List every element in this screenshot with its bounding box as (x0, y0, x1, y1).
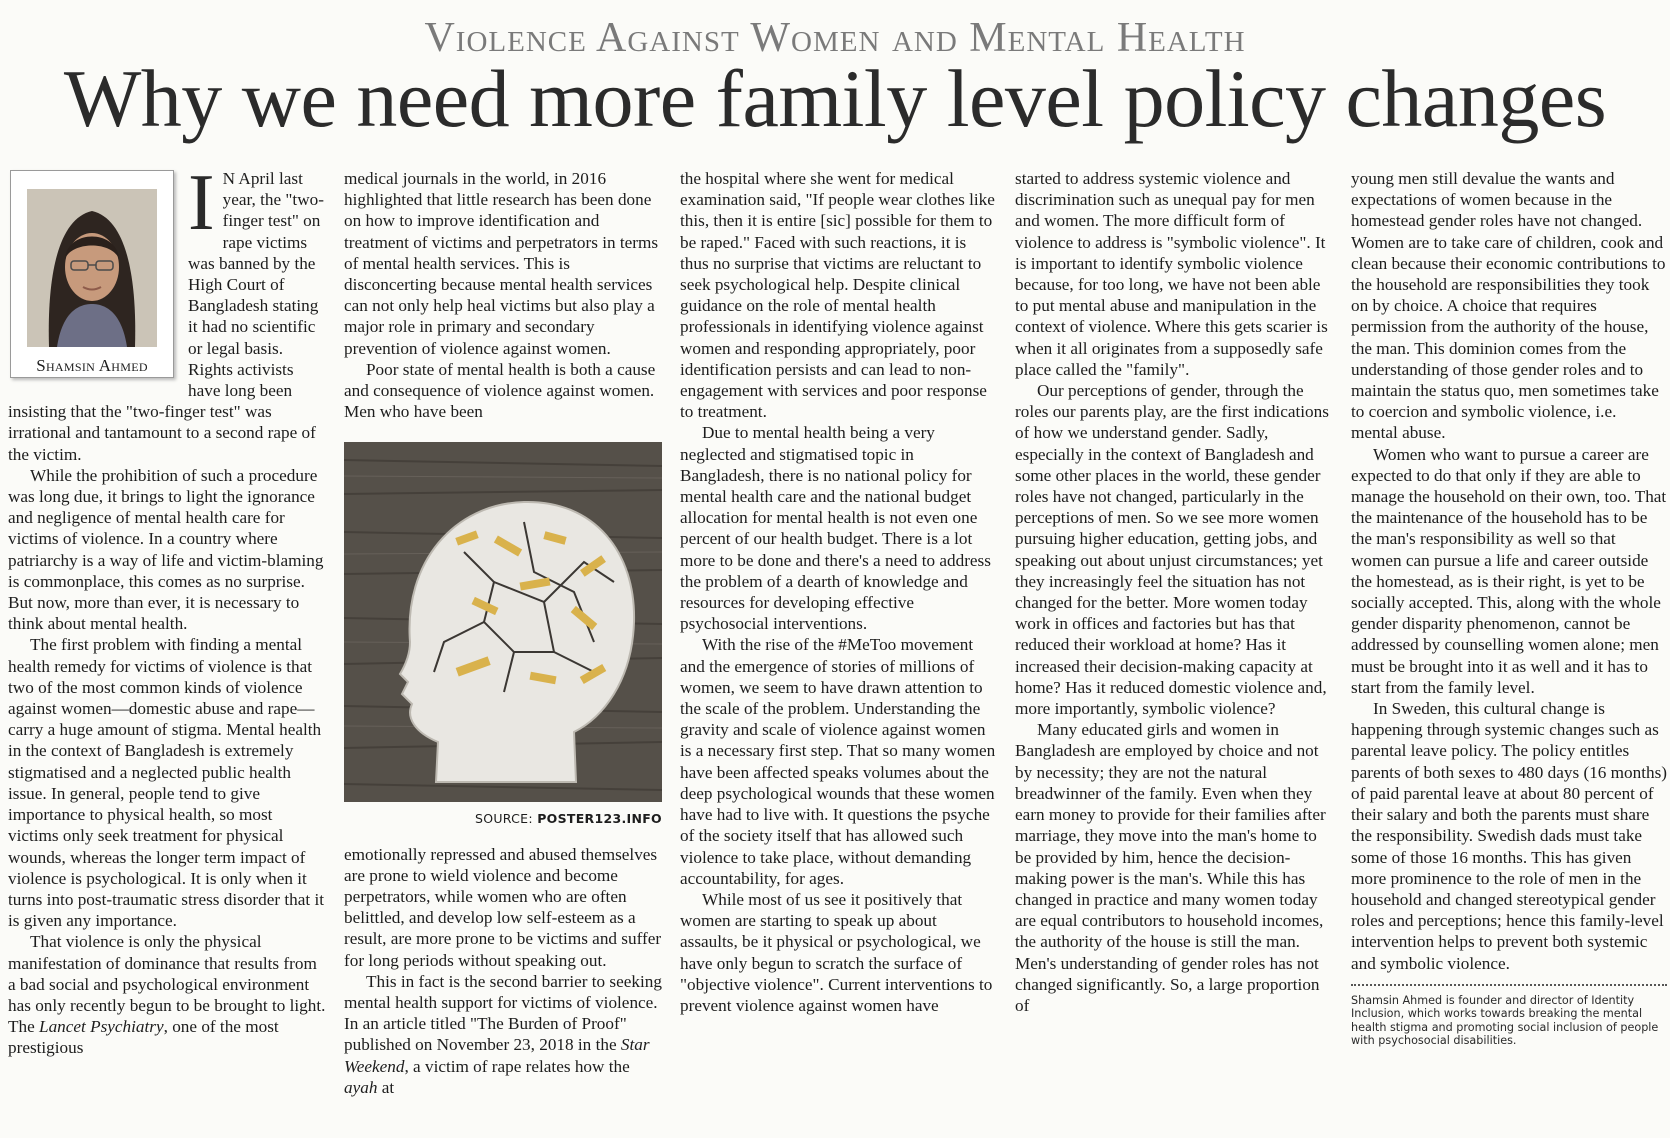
author-bio: Shamsin Ahmed is founder and director of Identity Inclusion, which works towards breaking the mental health stigma and promoting social inclusion of people with psychosocial disabilities. (1351, 993, 1659, 1048)
article-column-1 (8, 168, 326, 1133)
paragraph: the hospital where she went for medical examination said, "If people wear clothes like this, then it is entire [sic] possible for them to be raped." Faced with such reactions, it is thus no surprise that victims are reluctant to seek psychological help. Despite clinical guidance on the role of mental health professionals in identifying violence against women and responding appropriately, poor identification persists and can lead to non-engagement with services and poor response to treatment. (680, 169, 995, 422)
paragraph: While most of us see it positively that women are starting to speak up about assaults, be it physical or psychological, we have only begun to scratch the surface of "objective violence". Current interventions to prevent violence against women have (680, 889, 993, 1015)
paragraph: With the rise of the #MeToo movement and the emergence of stories of millions of women, we seem to have drawn attention to the scale of the problem. Understanding the gravity and scale of violence against women is a necessary first step. That so many women have been affected speaks volumes about the deep psychological wounds that these women have had to live with. It questions the psyche of the society itself that has allowed such violence to take place, without demanding accountability, for ages. (680, 635, 996, 888)
author-box (10, 170, 174, 378)
bio-divider (1351, 984, 1667, 986)
drop-cap: I (188, 168, 215, 247)
author-portrait-icon (27, 189, 157, 347)
paragraph: Due to mental health being a very neglected and stigmatised topic in Bangladesh, there is no national policy for mental health care and the national budget allocation for mental health is not even one percent of our health budget. There is a lot more to be done and there's a need to address the problem of a dearth of knowledge and resources for developing effective psychosocial interventions. (680, 423, 991, 634)
paragraph: Women who want to pursue a career are expected to do that only if they are able to manage the household on their own, too. That the maintenance of the household has to be the man's responsibility as well so that women can pursue a life and career outside the homestead, as is their right, is yet to be socially accepted. This, along with the whole gender disparity phenomenon, cannot be addressed by counselling women alone; men must be brought into it as well and it has to start from the family level. (1351, 444, 1667, 697)
paragraph: The first problem with finding a mental health remedy for victims of violence is that two of the most common kinds of violence against women—domestic abuse and rape—carry a huge amount of stigma. Mental health in the context of Bangladesh is extremely stigmatised and a neglected public health issue. In general, people tend to give importance to physical health, so most victims only seek treatment for physical wounds, whereas the longer term impact of violence is psychological. It is only when it turns into post-traumatic stress disorder that it is given any importance. (8, 635, 325, 931)
paragraph: While the prohibition of such a procedure was long due, it brings to light the ignorance and negligence of mental health care for victims of violence. In a country where patriarchy is a way of life and victim-blaming is commonplace, this comes as no surprise. But now, more than ever, it is necessary to think about mental health. (8, 465, 324, 634)
paragraph: That violence is only the physical manifestation of dominance that results from a bad social and psychological environment has only recently begun to be brought to light. The Lancet Psychiatry, one of the most prestigious (8, 932, 326, 1058)
image-caption: SOURCE: POSTER123.INFO (474, 811, 662, 827)
paragraph: In Sweden, this cultural change is happening through systemic changes such as parental leave policy. The policy entitles parents of both sexes to 480 days (16 months) of paid parental leave at about 80 percent of their salary and both the parents must share the responsibility. Swedish dads must take some of those 16 months. This has given more prominence to the role of men in the household and changed stereotypical gender roles and perceptions; hence this family-level intervention helps to prevent both systemic and symbolic violence. (1351, 699, 1667, 973)
paragraph: young men still devalue the wants and expectations of women because in the homestead gender roles have not changed. Women are to take care of children, cook and clean because their economic contributions to the household are responsibilities they took on by choice. A choice that requires permission from the authority of the house, the man. This dominion comes from the understanding of those gender roles and to maintain the status quo, men sometimes take to coercion and symbolic violence, i.e. mental abuse. (1351, 169, 1666, 443)
paragraph: medical journals in the world, in 2016 highlighted that little research has been done on how to improve identification and treatment of victims and perpetrators in terms of mental health services. This is disconcerting because mental health services can not only help heal victims but also play a major role in primary and secondary prevention of violence against women. (344, 169, 659, 358)
paragraph: This in fact is the second barrier to seeking mental health support for victims of violence. In an article titled "The Burden of Proof" published on November 23, 2018 in the Star Weekend, a victim of rape relates how the ayah at (344, 971, 662, 1097)
headline: Why we need more family level policy changes (63, 53, 1607, 144)
paragraph: Many educated girls and women in Bangladesh are employed by choice and not by necessity; they are not the natural breadwinner of the family. Even when they earn money to provide for their families after marriage, they move into the man's home to be provided by him, hence the decision-making power is the man's. While this has changed in practice and many women today are equal contributors to household incomes, the authority of the house is still the man. Men's understanding of gender roles has not changed significantly. So, a large proportion of (1015, 720, 1326, 1015)
cracked-paper-head-icon (344, 442, 662, 802)
author-name: Shamsin Ahmed (36, 356, 148, 375)
paragraph: Poor state of mental health is both a cause and consequence of violence against women. Men who have been (344, 359, 656, 422)
paragraph: I N April last year, the "two-finger test" on rape victims was banned by the High Court of Bangladesh stating it had no scientific or legal basis. Rights activists have long been insisting that the "two-finger test" was irrational and tantamount to a second rape of the victim. (8, 168, 324, 464)
article-column-3 (680, 168, 998, 1133)
section-kicker: Violence Against Women and Mental Health (424, 15, 1246, 61)
paragraph: started to address systemic violence and discrimination such as unequal pay for men and women. The more difficult form of violence to address is "symbolic violence". It is important to identify symbolic violence because, for too long, we have not been able to put mental abuse and manipulation in the context of violence. Where this gets scarier is when it all originates from a supposedly safe place called the "family". (1015, 169, 1328, 379)
paragraph: emotionally repressed and abused themselves are prone to wield violence and become perpetrators, while women who are often belittled, and develop low self-esteem as a result, are more prone to be victims and suffer for long periods without speaking out. (344, 844, 662, 970)
article-column-5 (1351, 168, 1667, 1133)
article-column-4 (1015, 168, 1333, 1133)
article-column-2 (344, 168, 662, 1133)
paragraph: Our perceptions of gender, through the roles our parents play, are the first indications of how we understand gender. Sadly, especially in the context of Bangladesh and some other places in the world, these gender roles have not changed, particularly in the perceptions of men. So we see more women pursuing higher education, getting jobs, and speaking out about unjust circumstances; yet they increasingly feel the situation has not changed for the better. More women today work in offices and factories but has that reduced their workload at home? Has it increased their decision-making capacity at home? Has it reduced domestic violence and, more importantly, symbolic violence? (1015, 381, 1329, 719)
